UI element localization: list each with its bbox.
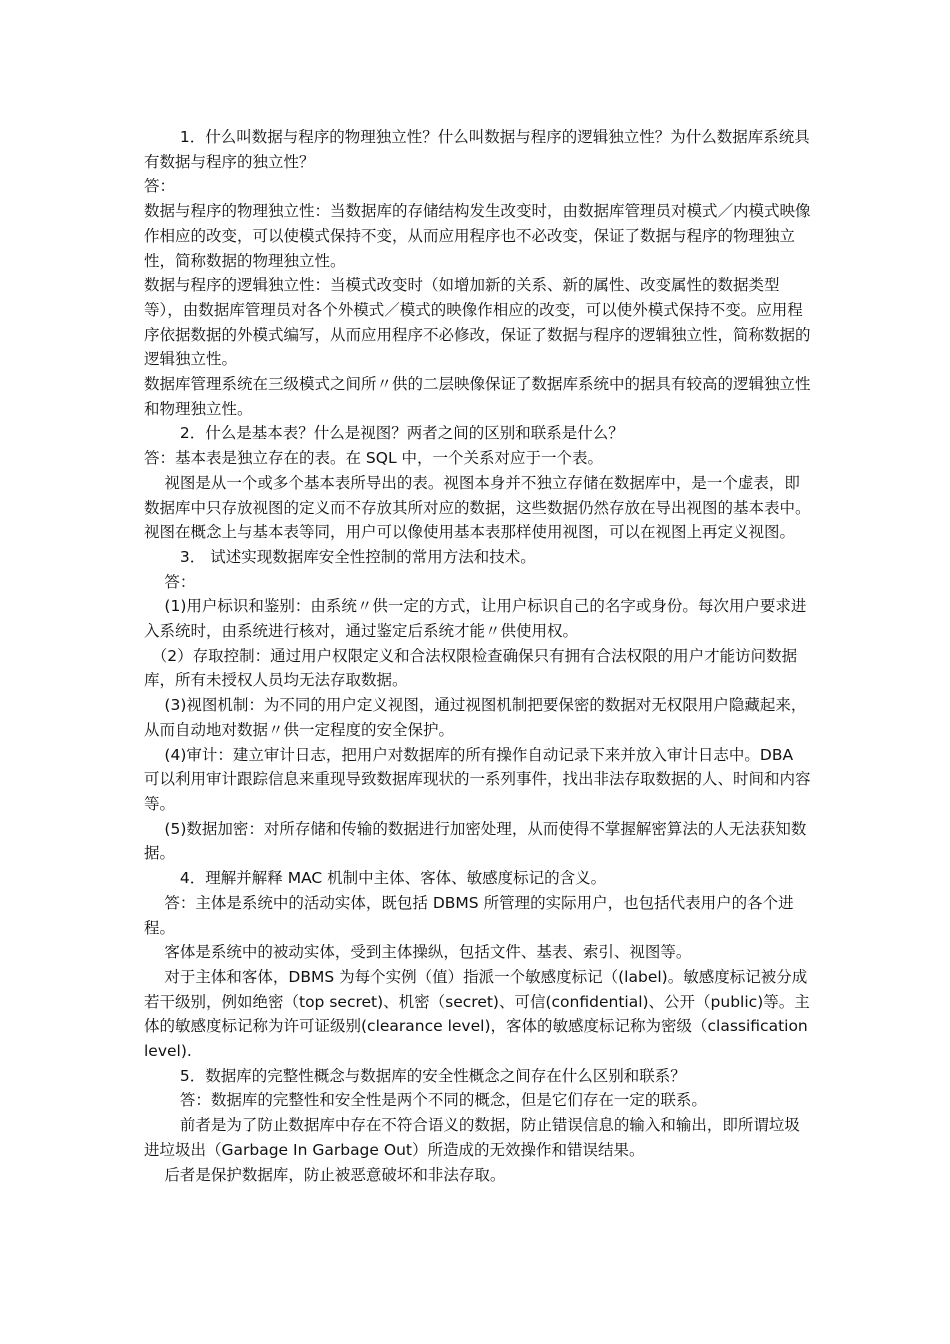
answer-base-table: 答：基本表是独立存在的表。在 SQL 中，一个关系对应于一个表。 bbox=[144, 449, 604, 468]
paragraph-object: 客体是系统中的被动实体，受到主体操纵，包括文件、基表、索引、视图等。 bbox=[144, 943, 692, 962]
paragraph-sensitivity-label: 对于主体和客体，DBMS 为每个实例（值）指派一个敏感度标记（(label)。敏感度标记被分成若干级别，例如绝密（top secret)、机密（secret)、可信(confidential)、公开（public)等。主体的敏感度标记称为许可证级别(clearance level)，客体的敏感度标记称为密级（classification level). bbox=[144, 967, 810, 1061]
answer-integrity-security: 答：数据库的完整性和安全性是两个不同的概念，但是它们存在一定的联系。 bbox=[144, 1091, 707, 1110]
paragraph-access-control: （2）存取控制：通过用户权限定义和合法权限检查确保只有拥有合法权限的用户才能访问数据库，所有未授权人员均无法存取数据。 bbox=[144, 646, 798, 690]
paragraph-user-authentication: (1)用户标识和鉴别：由系统〃供一定的方式，让用户标识自己的名字或身份。每次用户要求进入系统时，由系统进行核对，通过鉴定后系统才能〃供使用权。 bbox=[144, 597, 807, 641]
paragraph-logical-independence: 数据与程序的逻辑独立性：当模式改变时（如增加新的关系、新的属性、改变属性的数据类型等），由数据库管理员对各个外模式／模式的映像作相应的改变，可以使外模式保持不变。应用程序依据数据的外模式编写，从而应用程序不必修改，保证了数据与程序的逻辑独立性，简称数据的逻辑独立性。 bbox=[144, 276, 811, 369]
document-body bbox=[144, 125, 812, 1187]
paragraph-two-level-mapping: 数据库管理系统在三级模式之间所〃供的二层映像保证了数据库系统中的据具有较高的逻辑独立性和物理独立性。 bbox=[144, 375, 811, 418]
paragraph-view: 视图是从一个或多个基本表所导出的表。视图本身并不独立存储在数据库中，是一个虚表，即数据库中只存放视图的定义而不存放其所对应的数据，这些数据仍然存放在导出视图的基本表中。视图在概念上与基本表等同，用户可以像使用基本表那样使用视图，可以在视图上再定义视图。 bbox=[144, 473, 811, 542]
question-1: 1．什么叫数据与程序的物理独立性？什么叫数据与程序的逻辑独立性？为什么数据库系统具有数据与程序的独立性？ bbox=[144, 128, 810, 171]
question-4: 4．理解并解释 MAC 机制中主体、客体、敏感度标记的含义。 bbox=[144, 869, 607, 888]
paragraph-audit: (4)审计：建立审计日志，把用户对数据库的所有操作自动记录下来并放入审计日志中。DBA 可以利用审计跟踪信息来重现导致数据库现状的一系列事件，找出非法存取数据的人、时间和内容等。 bbox=[144, 745, 811, 813]
question-5: 5．数据库的完整性概念与数据库的安全性概念之间存在什么区别和联系？ bbox=[144, 1066, 686, 1085]
answer-label: 答： bbox=[144, 572, 196, 591]
paragraph-physical-independence: 数据与程序的物理独立性：当数据库的存储结构发生改变时，由数据库管理员对模式／内模式映像作相应的改变，可以使模式保持不变，从而应用程序也不必改变，保证了数据与程序的物理独立性，简称数据的物理独立性。 bbox=[144, 202, 811, 270]
question-2: 2．什么是基本表？什么是视图？两者之间的区别和联系是什么？ bbox=[144, 424, 624, 443]
answer-label: 答： bbox=[144, 177, 176, 196]
answer-subject: 答：主体是系统中的活动实体，既包括 DBMS 所管理的实际用户，也包括代表用户的各个进程。 bbox=[144, 893, 794, 937]
paragraph-security: 后者是保护数据库，防止被恶意破坏和非法存取。 bbox=[144, 1165, 506, 1184]
question-3: 3． 试述实现数据库安全性控制的常用方法和技术。 bbox=[144, 547, 536, 566]
paragraph-encryption: (5)数据加密：对所存储和传输的数据进行加密处理，从而使得不掌握解密算法的人无法获知数据。 bbox=[144, 819, 807, 863]
paragraph-view-mechanism: (3)视图机制：为不同的用户定义视图，通过视图机制把要保密的数据对无权限用户隐藏起来，从而自动地对数据〃供一定程度的安全保护。 bbox=[144, 696, 807, 739]
paragraph-integrity: 前者是为了防止数据库中存在不符合语义的数据，防止错误信息的输入和输出，即所谓垃圾进垃圾出（Garbage In Garbage Out）所造成的无效操作和错误结果。 bbox=[144, 1116, 800, 1159]
